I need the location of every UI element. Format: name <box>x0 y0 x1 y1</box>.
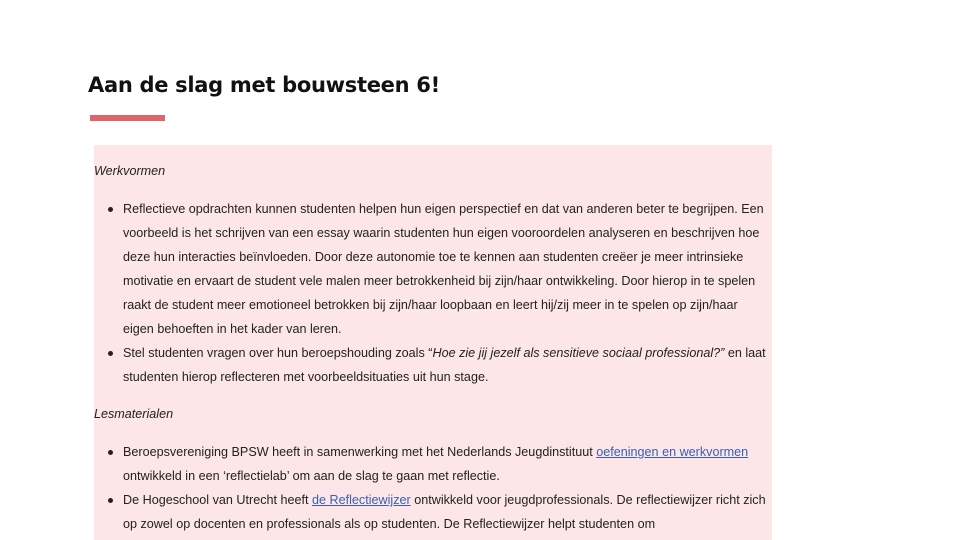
list-item-text: en laat studenten hierop reflecteren met voorbeeldsituaties uit hun stage. <box>123 346 766 384</box>
list-item <box>94 488 772 536</box>
bullet-dot-icon <box>108 207 113 212</box>
section-heading-werkvormen: Werkvormen <box>94 164 166 178</box>
example-question-quote: Hoe zie jij jezelf als sensitieve sociaal professional?” <box>432 346 725 360</box>
page-title: Aan de slag met bouwsteen 6! <box>88 73 440 97</box>
list-item <box>94 440 772 488</box>
section-heading-lesmaterialen: Lesmaterialen <box>94 407 174 421</box>
content-box <box>94 145 772 540</box>
bullet-dot-icon <box>108 351 113 356</box>
list-item-text: Reflectieve opdrachten kunnen studenten helpen hun eigen perspectief en dat van anderen beter te begrijpen. Een voorbeeld is het schrijven van een essay waarin studenten hun eigen vooroordelen analyseren en beschrijven hoe deze hun interacties beïnvloeden. Door deze autonomie toe te kennen aan studenten creëer je meer intrinsieke motivatie en ervaart de student vele malen meer betrokkenheid bij zijn/haar ontwikkeling. Door hierop in te spelen raakt de student meer emotioneel betrokken bij zijn/haar loopbaan en leert hij/zij meer in te spelen op zijn/haar eigen behoeften in het kader van leren. <box>123 202 764 336</box>
list-item-text: Beroepsvereniging BPSW heeft in samenwerking met het Nederlands Jeugdinstituut <box>123 445 597 459</box>
list-item-text: Stel studenten vragen over hun beroepshouding zoals “ <box>123 346 433 360</box>
lesmaterialen-list <box>94 440 772 536</box>
werkvormen-list <box>94 197 772 389</box>
list-item-text: De Hogeschool van Utrecht heeft <box>123 493 313 507</box>
list-item-text: ontwikkeld in een ‘reflectielab’ om aan de slag te gaan met reflectie. <box>123 469 500 483</box>
list-item <box>94 341 772 389</box>
title-accent-bar <box>90 115 165 121</box>
link-reflectiewijzer[interactable]: de Reflectiewijzer <box>312 493 411 507</box>
list-item-text: ontwikkeld voor jeugdprofessionals. De reflectiewijzer richt zich op zowel op docenten en professionals als op studenten. De Reflectiewijzer helpt studenten om <box>123 493 766 531</box>
list-item <box>94 197 772 341</box>
bullet-dot-icon <box>108 498 113 503</box>
bullet-dot-icon <box>108 450 113 455</box>
link-oefeningen-en-werkvormen[interactable]: oefeningen en werkvormen <box>596 445 749 459</box>
